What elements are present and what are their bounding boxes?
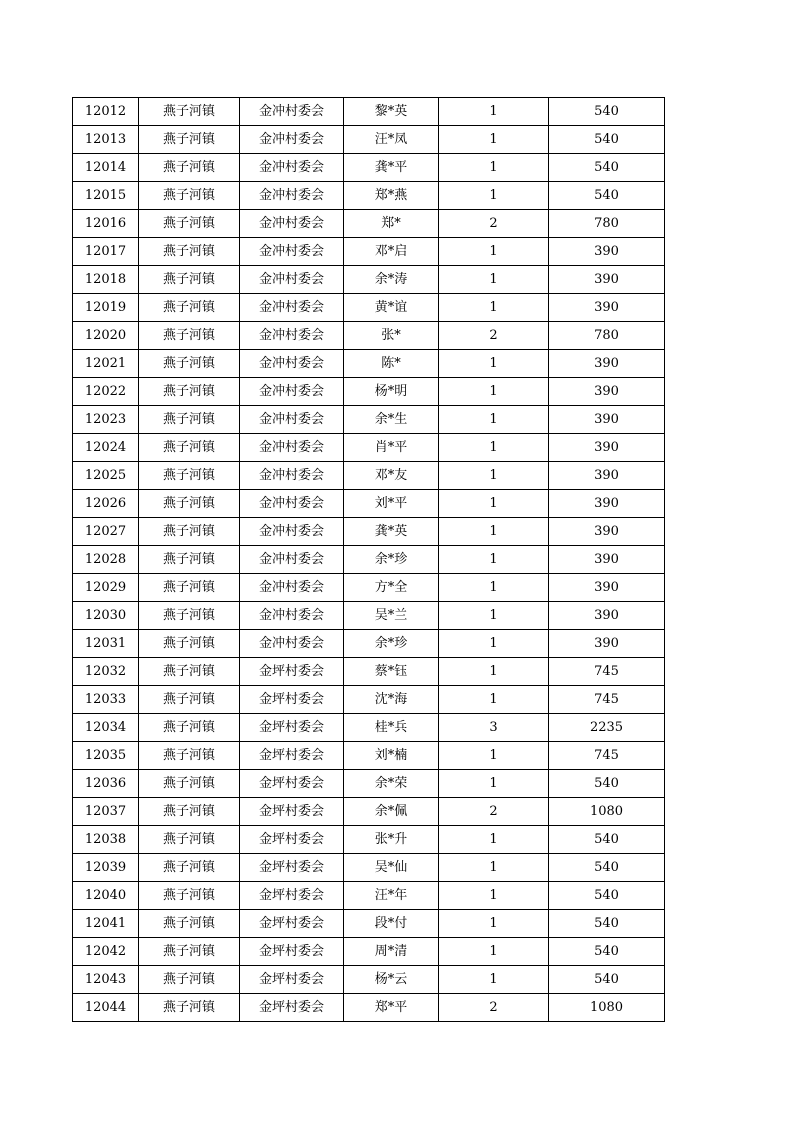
table-row	[73, 658, 665, 686]
town-cell: 燕子河镇	[139, 798, 240, 826]
table-row	[73, 826, 665, 854]
table-row	[73, 798, 665, 826]
town-cell: 燕子河镇	[139, 630, 240, 658]
town-cell: 燕子河镇	[139, 490, 240, 518]
amount-cell: 540	[549, 154, 665, 182]
table-row	[73, 350, 665, 378]
village-committee-cell: 金冲村委会	[240, 154, 344, 182]
table-row	[73, 126, 665, 154]
village-committee-cell: 金坪村委会	[240, 994, 344, 1022]
amount-cell: 390	[549, 574, 665, 602]
village-committee-cell: 金冲村委会	[240, 378, 344, 406]
count-cell: 1	[439, 546, 549, 574]
count-cell: 1	[439, 770, 549, 798]
town-cell: 燕子河镇	[139, 322, 240, 350]
village-committee-cell: 金坪村委会	[240, 798, 344, 826]
town-cell: 燕子河镇	[139, 742, 240, 770]
town-cell: 燕子河镇	[139, 686, 240, 714]
count-cell: 1	[439, 826, 549, 854]
town-cell: 燕子河镇	[139, 434, 240, 462]
count-cell: 1	[439, 966, 549, 994]
table-row	[73, 518, 665, 546]
name-cell: 汪*凤	[344, 126, 439, 154]
name-cell: 余*荣	[344, 770, 439, 798]
amount-cell: 390	[549, 266, 665, 294]
table-row	[73, 770, 665, 798]
town-cell: 燕子河镇	[139, 518, 240, 546]
name-cell: 周*清	[344, 938, 439, 966]
count-cell: 1	[439, 378, 549, 406]
name-cell: 汪*年	[344, 882, 439, 910]
amount-cell: 745	[549, 742, 665, 770]
serial-number-cell: 12024	[73, 434, 139, 462]
name-cell: 余*珍	[344, 630, 439, 658]
serial-number-cell: 12026	[73, 490, 139, 518]
count-cell: 1	[439, 294, 549, 322]
table-body	[73, 98, 665, 1022]
table-row	[73, 574, 665, 602]
serial-number-cell: 12016	[73, 210, 139, 238]
amount-cell: 745	[549, 658, 665, 686]
name-cell: 刘*平	[344, 490, 439, 518]
table-row	[73, 910, 665, 938]
table-row	[73, 182, 665, 210]
table-row	[73, 630, 665, 658]
name-cell: 张*	[344, 322, 439, 350]
amount-cell: 540	[549, 98, 665, 126]
town-cell: 燕子河镇	[139, 826, 240, 854]
amount-cell: 540	[549, 910, 665, 938]
count-cell: 1	[439, 742, 549, 770]
name-cell: 肖*平	[344, 434, 439, 462]
name-cell: 段*付	[344, 910, 439, 938]
count-cell: 1	[439, 182, 549, 210]
amount-cell: 780	[549, 322, 665, 350]
village-committee-cell: 金冲村委会	[240, 266, 344, 294]
table-row	[73, 294, 665, 322]
count-cell: 1	[439, 602, 549, 630]
amount-cell: 390	[549, 518, 665, 546]
table-row	[73, 462, 665, 490]
amount-cell: 540	[549, 938, 665, 966]
name-cell: 郑*平	[344, 994, 439, 1022]
village-committee-cell: 金冲村委会	[240, 574, 344, 602]
name-cell: 余*佩	[344, 798, 439, 826]
name-cell: 郑*燕	[344, 182, 439, 210]
name-cell: 龚*英	[344, 518, 439, 546]
name-cell: 蔡*钰	[344, 658, 439, 686]
count-cell: 1	[439, 686, 549, 714]
count-cell: 1	[439, 406, 549, 434]
town-cell: 燕子河镇	[139, 210, 240, 238]
name-cell: 黎*英	[344, 98, 439, 126]
count-cell: 1	[439, 854, 549, 882]
table-row	[73, 406, 665, 434]
table-row	[73, 322, 665, 350]
town-cell: 燕子河镇	[139, 378, 240, 406]
name-cell: 吴*仙	[344, 854, 439, 882]
amount-cell: 390	[549, 294, 665, 322]
town-cell: 燕子河镇	[139, 126, 240, 154]
count-cell: 1	[439, 266, 549, 294]
table-row	[73, 434, 665, 462]
count-cell: 2	[439, 210, 549, 238]
name-cell: 杨*云	[344, 966, 439, 994]
town-cell: 燕子河镇	[139, 546, 240, 574]
town-cell: 燕子河镇	[139, 98, 240, 126]
count-cell: 1	[439, 630, 549, 658]
serial-number-cell: 12035	[73, 742, 139, 770]
town-cell: 燕子河镇	[139, 770, 240, 798]
amount-cell: 390	[549, 238, 665, 266]
serial-number-cell: 12031	[73, 630, 139, 658]
serial-number-cell: 12021	[73, 350, 139, 378]
amount-cell: 780	[549, 210, 665, 238]
serial-number-cell: 12020	[73, 322, 139, 350]
count-cell: 1	[439, 154, 549, 182]
count-cell: 1	[439, 462, 549, 490]
town-cell: 燕子河镇	[139, 350, 240, 378]
village-committee-cell: 金坪村委会	[240, 658, 344, 686]
serial-number-cell: 12041	[73, 910, 139, 938]
amount-cell: 390	[549, 406, 665, 434]
town-cell: 燕子河镇	[139, 182, 240, 210]
name-cell: 杨*明	[344, 378, 439, 406]
name-cell: 方*全	[344, 574, 439, 602]
town-cell: 燕子河镇	[139, 966, 240, 994]
town-cell: 燕子河镇	[139, 938, 240, 966]
table-row	[73, 546, 665, 574]
serial-number-cell: 12032	[73, 658, 139, 686]
village-committee-cell: 金坪村委会	[240, 882, 344, 910]
town-cell: 燕子河镇	[139, 714, 240, 742]
serial-number-cell: 12023	[73, 406, 139, 434]
amount-cell: 390	[549, 630, 665, 658]
name-cell: 邓*友	[344, 462, 439, 490]
count-cell: 1	[439, 490, 549, 518]
serial-number-cell: 12039	[73, 854, 139, 882]
serial-number-cell: 12025	[73, 462, 139, 490]
name-cell: 沈*海	[344, 686, 439, 714]
table-row	[73, 882, 665, 910]
table-row	[73, 378, 665, 406]
name-cell: 余*珍	[344, 546, 439, 574]
town-cell: 燕子河镇	[139, 854, 240, 882]
count-cell: 2	[439, 322, 549, 350]
amount-cell: 390	[549, 490, 665, 518]
village-committee-cell: 金坪村委会	[240, 966, 344, 994]
serial-number-cell: 12043	[73, 966, 139, 994]
town-cell: 燕子河镇	[139, 406, 240, 434]
amount-cell: 2235	[549, 714, 665, 742]
amount-cell: 390	[549, 434, 665, 462]
village-committee-cell: 金冲村委会	[240, 294, 344, 322]
town-cell: 燕子河镇	[139, 238, 240, 266]
table-row	[73, 602, 665, 630]
town-cell: 燕子河镇	[139, 882, 240, 910]
serial-number-cell: 12028	[73, 546, 139, 574]
count-cell: 1	[439, 938, 549, 966]
serial-number-cell: 12012	[73, 98, 139, 126]
data-table	[72, 97, 665, 1022]
serial-number-cell: 12019	[73, 294, 139, 322]
village-committee-cell: 金冲村委会	[240, 434, 344, 462]
count-cell: 1	[439, 518, 549, 546]
amount-cell: 1080	[549, 994, 665, 1022]
table-row	[73, 238, 665, 266]
serial-number-cell: 12040	[73, 882, 139, 910]
table-row	[73, 490, 665, 518]
name-cell: 郑*	[344, 210, 439, 238]
town-cell: 燕子河镇	[139, 658, 240, 686]
serial-number-cell: 12033	[73, 686, 139, 714]
count-cell: 1	[439, 126, 549, 154]
count-cell: 1	[439, 658, 549, 686]
name-cell: 余*涛	[344, 266, 439, 294]
table-row	[73, 210, 665, 238]
name-cell: 邓*启	[344, 238, 439, 266]
town-cell: 燕子河镇	[139, 266, 240, 294]
amount-cell: 390	[549, 462, 665, 490]
village-committee-cell: 金坪村委会	[240, 854, 344, 882]
village-committee-cell: 金坪村委会	[240, 826, 344, 854]
town-cell: 燕子河镇	[139, 294, 240, 322]
town-cell: 燕子河镇	[139, 574, 240, 602]
serial-number-cell: 12042	[73, 938, 139, 966]
name-cell: 黄*谊	[344, 294, 439, 322]
serial-number-cell: 12027	[73, 518, 139, 546]
serial-number-cell: 12014	[73, 154, 139, 182]
village-committee-cell: 金冲村委会	[240, 210, 344, 238]
serial-number-cell: 12015	[73, 182, 139, 210]
village-committee-cell: 金坪村委会	[240, 686, 344, 714]
count-cell: 2	[439, 994, 549, 1022]
serial-number-cell: 12022	[73, 378, 139, 406]
amount-cell: 390	[549, 350, 665, 378]
amount-cell: 390	[549, 378, 665, 406]
village-committee-cell: 金冲村委会	[240, 350, 344, 378]
town-cell: 燕子河镇	[139, 154, 240, 182]
amount-cell: 540	[549, 126, 665, 154]
village-committee-cell: 金坪村委会	[240, 910, 344, 938]
village-committee-cell: 金冲村委会	[240, 98, 344, 126]
village-committee-cell: 金冲村委会	[240, 546, 344, 574]
count-cell: 1	[439, 434, 549, 462]
table-row	[73, 266, 665, 294]
serial-number-cell: 12037	[73, 798, 139, 826]
name-cell: 陈*	[344, 350, 439, 378]
village-committee-cell: 金冲村委会	[240, 518, 344, 546]
serial-number-cell: 12034	[73, 714, 139, 742]
village-committee-cell: 金冲村委会	[240, 602, 344, 630]
town-cell: 燕子河镇	[139, 602, 240, 630]
village-committee-cell: 金冲村委会	[240, 406, 344, 434]
count-cell: 2	[439, 798, 549, 826]
village-committee-cell: 金冲村委会	[240, 126, 344, 154]
name-cell: 龚*平	[344, 154, 439, 182]
amount-cell: 540	[549, 882, 665, 910]
table-row	[73, 966, 665, 994]
amount-cell: 1080	[549, 798, 665, 826]
name-cell: 张*升	[344, 826, 439, 854]
table-row	[73, 938, 665, 966]
name-cell: 余*生	[344, 406, 439, 434]
serial-number-cell: 12036	[73, 770, 139, 798]
amount-cell: 390	[549, 546, 665, 574]
amount-cell: 540	[549, 770, 665, 798]
village-committee-cell: 金冲村委会	[240, 490, 344, 518]
count-cell: 1	[439, 238, 549, 266]
name-cell: 桂*兵	[344, 714, 439, 742]
amount-cell: 540	[549, 182, 665, 210]
village-committee-cell: 金冲村委会	[240, 462, 344, 490]
serial-number-cell: 12029	[73, 574, 139, 602]
village-committee-cell: 金坪村委会	[240, 770, 344, 798]
table-row	[73, 686, 665, 714]
serial-number-cell: 12030	[73, 602, 139, 630]
name-cell: 刘*楠	[344, 742, 439, 770]
village-committee-cell: 金冲村委会	[240, 182, 344, 210]
town-cell: 燕子河镇	[139, 462, 240, 490]
village-committee-cell: 金冲村委会	[240, 238, 344, 266]
count-cell: 1	[439, 882, 549, 910]
table-row	[73, 98, 665, 126]
amount-cell: 540	[549, 826, 665, 854]
village-committee-cell: 金坪村委会	[240, 938, 344, 966]
town-cell: 燕子河镇	[139, 910, 240, 938]
table-row	[73, 742, 665, 770]
name-cell: 吴*兰	[344, 602, 439, 630]
table-row	[73, 994, 665, 1022]
town-cell: 燕子河镇	[139, 994, 240, 1022]
amount-cell: 390	[549, 602, 665, 630]
serial-number-cell: 12018	[73, 266, 139, 294]
village-committee-cell: 金坪村委会	[240, 742, 344, 770]
count-cell: 3	[439, 714, 549, 742]
table-row	[73, 714, 665, 742]
amount-cell: 540	[549, 966, 665, 994]
serial-number-cell: 12017	[73, 238, 139, 266]
village-committee-cell: 金冲村委会	[240, 322, 344, 350]
amount-cell: 745	[549, 686, 665, 714]
count-cell: 1	[439, 98, 549, 126]
village-committee-cell: 金冲村委会	[240, 630, 344, 658]
table-row	[73, 154, 665, 182]
count-cell: 1	[439, 574, 549, 602]
serial-number-cell: 12044	[73, 994, 139, 1022]
serial-number-cell: 12013	[73, 126, 139, 154]
count-cell: 1	[439, 910, 549, 938]
amount-cell: 540	[549, 854, 665, 882]
table-row	[73, 854, 665, 882]
serial-number-cell: 12038	[73, 826, 139, 854]
village-committee-cell: 金坪村委会	[240, 714, 344, 742]
count-cell: 1	[439, 350, 549, 378]
